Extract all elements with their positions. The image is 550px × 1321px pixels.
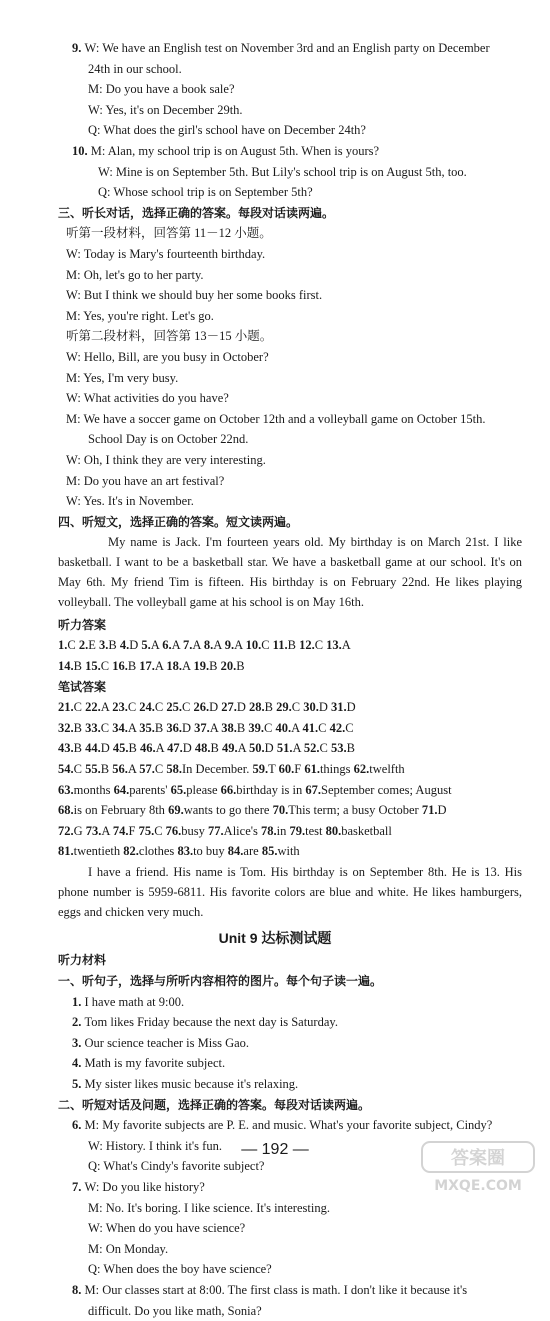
line-text: M: Alan, my school trip is on August 5th. When is yours? — [90, 144, 380, 158]
dialogue-line — [72, 1115, 492, 1135]
answer-number: 18. — [166, 659, 182, 673]
answer-number: 17. — [139, 659, 155, 673]
answer-value: B — [128, 741, 140, 756]
answer-number: 28. — [249, 700, 265, 715]
answer-value: clothes — [138, 844, 178, 859]
answers-heading: 笔试答案 — [58, 679, 107, 694]
answer-row — [58, 738, 528, 758]
answer-value: C — [318, 720, 330, 735]
answers-heading: 听力答案 — [58, 617, 107, 632]
answer-number: 60. — [278, 762, 295, 776]
answer-number: 31. — [331, 700, 347, 715]
answer-number: 4. — [119, 638, 130, 653]
answer-value: A — [150, 638, 163, 653]
answer-number: 50. — [249, 741, 265, 756]
answer-number: 47. — [167, 741, 183, 756]
dialogue-line: Q: What does the girl's school have on December 24th? — [88, 123, 366, 138]
answer-number: 82. — [123, 844, 139, 859]
answer-number: 74. — [112, 823, 129, 838]
answer-value: please — [186, 782, 221, 797]
answer-value: A — [209, 720, 222, 735]
answer-number: 76. — [165, 823, 182, 838]
answer-number: 55. — [85, 762, 101, 776]
answer-value: C — [67, 638, 79, 653]
line-text: Math is my favorite subject. — [84, 1056, 226, 1071]
question-number: 2. — [72, 1015, 85, 1030]
answer-number: 32. — [58, 720, 74, 735]
dialogue-line — [72, 1177, 205, 1197]
section-heading: 二、听短对话及问题，选择正确的答案。每段对话读两遍。 — [58, 1097, 371, 1112]
answer-number: 67. — [305, 782, 321, 797]
answer-number: 13. — [326, 638, 342, 653]
answer-row — [58, 656, 528, 676]
part-instruction: 听第二段材料，回答第 13－15 小题。 — [66, 329, 273, 344]
answer-number: 19. — [193, 659, 210, 673]
question-number: 6. — [72, 1118, 85, 1133]
answer-value: busy — [181, 823, 209, 838]
page-number: — 192 — — [241, 1141, 309, 1158]
answer-value: F — [128, 823, 139, 838]
answer-value: C — [73, 700, 86, 715]
material-heading: 听力材料 — [58, 953, 107, 968]
answer-value: B — [287, 638, 300, 653]
answer-value: T — [268, 762, 279, 776]
svg-text:MXQE.COM: MXQE.COM — [434, 1178, 522, 1194]
answer-number: 36. — [166, 720, 182, 735]
line-text: W: We have an English test on November 3rd and an English party on December — [84, 41, 490, 55]
dialogue-line: Q: When does the boy have science? — [88, 1262, 272, 1277]
answer-number: 61. — [304, 762, 320, 776]
answer-number: 84. — [227, 844, 244, 859]
answer-number: 5. — [141, 638, 151, 653]
answer-row — [58, 780, 528, 800]
answer-number: 40. — [275, 720, 292, 735]
dialogue-line: M: Do you have an art festival? — [66, 473, 225, 488]
answer-value: E — [88, 638, 99, 653]
answer-row — [58, 841, 528, 861]
answer-number: 52. — [303, 741, 320, 756]
unit-title — [0, 928, 550, 949]
question-number: 5. — [72, 1077, 85, 1091]
answer-number: 2. — [78, 638, 89, 653]
answer-number: 51. — [276, 741, 293, 756]
answer-value: twelfth — [369, 762, 405, 776]
answer-number: 15. — [85, 659, 101, 673]
dialogue-line: M: On Monday. — [88, 1241, 169, 1256]
dialogue-line: School Day is on October 22nd. — [88, 432, 249, 447]
dialogue-line: Q: What's Cindy's favorite subject? — [88, 1159, 265, 1174]
answer-value: D — [318, 700, 331, 715]
essay-text: I have a friend. His name is Tom. His birthday is on September 8th. He is 13. His phone number is 5959-6811. His favorite colors are blue and white. He likes hamburgers, eggs and chicken very much. — [58, 865, 522, 919]
sentence-line — [72, 1074, 298, 1094]
answer-value: wants to go there — [183, 803, 273, 818]
answer-value: B — [127, 659, 140, 673]
answer-value: C — [319, 741, 331, 756]
answer-value: B — [346, 741, 355, 756]
answer-value: B — [73, 659, 86, 673]
answer-value: A — [213, 638, 225, 653]
answer-value: C — [73, 762, 86, 776]
answer-number: 75. — [138, 823, 155, 838]
answer-number: 81. — [58, 844, 74, 859]
answer-value: B — [100, 762, 113, 776]
answer-value: months — [73, 782, 114, 797]
answer-number: 41. — [302, 720, 319, 735]
answer-number: 12. — [299, 638, 315, 653]
answer-number: 14. — [58, 659, 74, 673]
dialogue-line: W: When do you have science? — [88, 1221, 246, 1236]
answer-number: 29. — [276, 700, 292, 715]
sentence-line — [72, 1053, 225, 1073]
answer-value: to buy — [193, 844, 228, 859]
answer-value: twentieth — [73, 844, 124, 859]
answer-number: 77. — [208, 823, 224, 838]
answer-number: 1. — [58, 638, 68, 653]
answer-number: 20. — [220, 659, 237, 673]
answer-number: 53. — [331, 741, 347, 756]
answer-value: C — [154, 762, 167, 776]
answer-value: A — [182, 659, 194, 673]
answer-value: D — [236, 700, 250, 715]
answer-value: D — [264, 741, 277, 756]
answer-row — [58, 821, 528, 841]
answer-value: D — [437, 803, 447, 818]
answer-value: basketball — [341, 823, 392, 838]
answer-row — [58, 635, 528, 655]
sentence-line — [72, 1033, 249, 1053]
line-text: I have math at 9:00. — [84, 994, 185, 1009]
answer-value: A — [155, 741, 168, 756]
answer-number: 57. — [139, 762, 155, 776]
dialogue-line: Q: Whose school trip is on September 5th? — [98, 185, 313, 200]
dialogue-line: W: Mine is on September 5th. But Lily's school trip is on August 5th, too. — [98, 164, 467, 179]
answer-value: C — [100, 659, 113, 673]
answer-number: 59. — [252, 762, 269, 776]
answer-value: test — [305, 823, 326, 838]
line-text: My sister likes music because it's relaxing. — [84, 1077, 299, 1091]
answer-number: 73. — [85, 823, 102, 838]
answer-value: C — [154, 823, 166, 838]
answer-value: D — [100, 741, 113, 756]
answer-number: 68. — [58, 803, 74, 818]
answer-number: 16. — [112, 659, 128, 673]
dialogue-line: M: No. It's boring. I like science. It's interesting. — [88, 1200, 330, 1215]
answer-value: things — [319, 762, 354, 776]
dialogue-line: W: Hello, Bill, are you busy in October? — [66, 350, 269, 364]
dialogue-line: W: Oh, I think they are very interesting. — [66, 453, 266, 467]
answer-value: parents' — [129, 782, 171, 797]
sentence-line — [72, 992, 184, 1012]
dialogue-line: M: Do you have a book sale? — [88, 82, 235, 97]
line-text: M: My favorite subjects are P. E. and music. What's your favorite subject, Cindy? — [84, 1118, 493, 1133]
answer-value: D — [182, 720, 195, 735]
answer-number: 85. — [261, 844, 278, 859]
dialogue-line — [72, 1280, 467, 1300]
answer-value: C — [154, 700, 167, 715]
section-heading: 四、听短文，选择正确的答案。短文读两遍。 — [58, 514, 299, 529]
question-number: 9. — [72, 41, 85, 55]
dialogue-line — [72, 141, 379, 161]
answer-value: This term; a busy October — [288, 803, 422, 818]
answer-value: B — [73, 741, 86, 756]
answer-number: 56. — [112, 762, 128, 776]
section-heading: 三、听长对话，选择正确的答案。每段对话读两遍。 — [58, 205, 335, 220]
answer-value: B — [209, 659, 221, 673]
answer-value: A — [154, 659, 167, 673]
answer-value: A — [192, 638, 204, 653]
question-number: 4. — [72, 1056, 85, 1071]
answer-value: D — [129, 638, 142, 653]
answer-value: are — [243, 844, 262, 859]
answer-value: A — [127, 762, 140, 776]
answer-value: B — [108, 638, 120, 653]
line-text: Our science teacher is Miss Gao. — [84, 1035, 250, 1050]
answer-number: 45. — [112, 741, 129, 756]
dialogue-line: W: What activities do you have? — [66, 391, 229, 406]
section-heading: 一、听句子，选择与所听内容相符的图片。每个句子读一遍。 — [58, 974, 383, 988]
answer-value: G — [73, 823, 86, 838]
dialogue-line: M: Yes, you're right. Let's go. — [66, 308, 214, 323]
question-number: 7. — [72, 1180, 85, 1194]
answer-value: September comes; August — [321, 782, 452, 797]
answer-number: 62. — [353, 762, 370, 776]
unit-title-en: Unit 9 — [218, 929, 262, 946]
dialogue-line: difficult. Do you like math, Sonia? — [88, 1303, 262, 1318]
line-text: M: Our classes start at 8:00. The first class is math. I don't like it because it's — [84, 1283, 468, 1297]
answer-number: 33. — [85, 720, 101, 735]
passage-text: My name is Jack. I'm fourteen years old. My birthday is on March 21st. I like basketball. I want to be a basketball star. We have a basketball game at our school. It's on May 6th. My friend Tim is fifteen. His birthday is on February 22nd. He likes playing volleyball. The volleyball game at his school is on May 16th. — [58, 535, 522, 610]
answer-value: A — [292, 741, 304, 756]
answer-number: 6. — [162, 638, 172, 653]
answer-number: 43. — [58, 741, 74, 756]
answer-value: B — [73, 720, 86, 735]
answer-number: 63. — [58, 782, 74, 797]
answer-number: 70. — [272, 803, 289, 818]
answer-value: B — [264, 700, 277, 715]
answer-row — [58, 718, 528, 738]
answer-value: B — [154, 720, 167, 735]
answer-value: C — [263, 720, 276, 735]
part-instruction: 听第一段材料，回答第 11－12 小题。 — [66, 226, 272, 241]
dialogue-line: M: Yes, I'm very busy. — [66, 370, 179, 385]
watermark-logo-icon — [418, 1138, 538, 1198]
answer-value: F — [294, 762, 305, 776]
answer-value: In December. — [182, 762, 253, 776]
answer-number: 25. — [166, 700, 182, 715]
dialogue-line: W: Yes, it's on December 29th. — [88, 102, 243, 117]
sentence-line — [72, 1012, 338, 1032]
answer-number: 11. — [272, 638, 288, 653]
answer-value: B — [210, 741, 222, 756]
answer-value: A — [171, 638, 184, 653]
answer-row — [58, 800, 528, 820]
answer-number: 42. — [329, 720, 346, 735]
answer-value: is on February 8th — [73, 803, 169, 818]
answer-number: 35. — [139, 720, 155, 735]
answer-number: 58. — [166, 762, 182, 776]
dialogue-line: W: But I think we should buy her some books first. — [66, 288, 323, 303]
answer-value: D — [182, 741, 195, 756]
answer-number: 9. — [224, 638, 235, 653]
answer-value: D — [346, 700, 356, 715]
dialogue-line: W: Yes. It's in November. — [66, 494, 194, 509]
answer-row — [58, 697, 528, 717]
answer-value: D — [209, 700, 222, 715]
answer-value: C — [127, 700, 140, 715]
answer-value: with — [277, 844, 300, 859]
answer-number: 69. — [168, 803, 184, 818]
answer-value: Alice's — [223, 823, 261, 838]
dialogue-line: 24th in our school. — [88, 61, 182, 76]
dialogue-line — [72, 38, 490, 58]
answer-number: 46. — [139, 741, 156, 756]
dialogue-line: M: We have a soccer game on October 12th and a volleyball game on October 15th. — [66, 411, 486, 426]
answer-number: 80. — [325, 823, 342, 838]
answer-value: B — [236, 720, 249, 735]
answer-value: in — [276, 823, 290, 838]
question-number: 3. — [72, 1035, 85, 1050]
line-text: W: Do you like history? — [84, 1180, 205, 1194]
dialogue-line: W: Today is Mary's fourteenth birthday. — [66, 247, 266, 261]
answer-number: 39. — [248, 720, 264, 735]
answer-value: A — [127, 720, 140, 735]
answer-number: 21. — [58, 700, 74, 715]
answer-number: 48. — [194, 741, 211, 756]
answer-value: C — [100, 720, 113, 735]
question-number: 8. — [72, 1283, 85, 1297]
answer-number: 34. — [112, 720, 128, 735]
svg-text:答案圈: 答案圈 — [451, 1148, 505, 1169]
question-number: 10. — [72, 144, 91, 158]
answer-value: birthday is in — [236, 782, 306, 797]
answer-number: 72. — [58, 823, 74, 838]
answer-value: A — [291, 720, 303, 735]
answer-value: A — [234, 638, 246, 653]
answer-value: A — [100, 700, 113, 715]
answer-number: 26. — [193, 700, 210, 715]
answer-number: 8. — [203, 638, 214, 653]
answer-value: C — [345, 720, 354, 735]
answer-number: 10. — [245, 638, 262, 653]
dialogue-line: M: Oh, let's go to her party. — [66, 267, 204, 282]
answer-value: C — [291, 700, 304, 715]
answer-value: A — [237, 741, 250, 756]
unit-title-zh: 达标测试题 — [261, 930, 332, 947]
answer-number: 22. — [85, 700, 101, 715]
answer-value: B — [236, 659, 245, 673]
answer-value: A — [101, 823, 113, 838]
answer-number: 27. — [221, 700, 237, 715]
answer-number: 65. — [170, 782, 187, 797]
answer-number: 23. — [112, 700, 128, 715]
answer-number: 24. — [139, 700, 155, 715]
question-number: 1. — [72, 994, 85, 1009]
dialogue-line: W: History. I think it's fun. — [88, 1138, 222, 1153]
answer-number: 64. — [113, 782, 130, 797]
answer-row — [58, 759, 528, 779]
answer-number: 49. — [221, 741, 238, 756]
answer-number: 37. — [194, 720, 210, 735]
answer-number: 71. — [421, 803, 438, 818]
answer-value: C — [261, 638, 273, 653]
answer-number: 79. — [289, 823, 306, 838]
answer-number: 83. — [177, 844, 194, 859]
answer-number: 78. — [260, 823, 277, 838]
answer-number: 66. — [220, 782, 237, 797]
answer-number: 44. — [85, 741, 101, 756]
answer-number: 3. — [98, 638, 109, 653]
answer-value: C — [182, 700, 194, 715]
answer-number: 54. — [58, 762, 74, 776]
answer-number: 7. — [183, 638, 193, 653]
line-text: Tom likes Friday because the next day is Saturday. — [84, 1015, 338, 1030]
answer-value: C — [314, 638, 327, 653]
answer-value: A — [341, 638, 351, 653]
answer-number: 38. — [221, 720, 237, 735]
answer-number: 30. — [303, 700, 319, 715]
